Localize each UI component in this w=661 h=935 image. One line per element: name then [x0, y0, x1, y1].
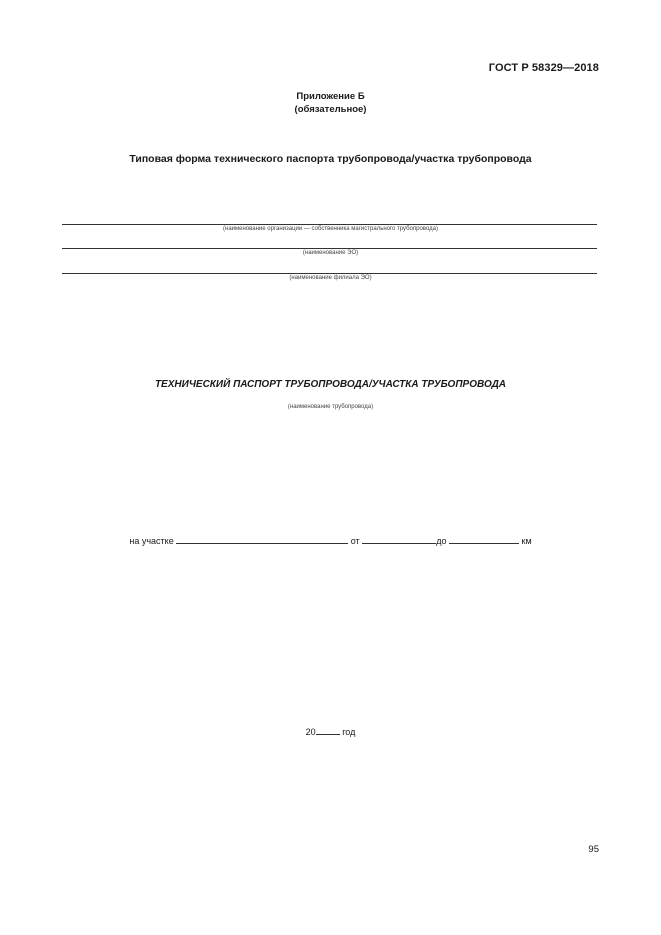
- owner-organization-caption: (наименование организации — собственника магистрального трубопровода): [223, 226, 438, 232]
- year-line: [0, 725, 661, 737]
- appendix-status: (обязательное): [294, 104, 367, 115]
- section-prefix: на участке: [129, 536, 174, 546]
- year-blank: [316, 725, 340, 735]
- operating-organization-caption: (наименование ЭО): [302, 250, 359, 256]
- section-line: [0, 534, 661, 546]
- section-from-label: от: [350, 536, 360, 546]
- form-title: Типовая форма технического паспорта трубопровода/участка трубопровода: [129, 153, 532, 165]
- operating-organization-fill-line: [62, 248, 597, 249]
- owner-organization-fill-line: [62, 224, 597, 225]
- section-unit-label: км: [521, 536, 532, 546]
- appendix-title: Приложение Б: [296, 91, 365, 102]
- standard-code: ГОСТ Р 58329—2018: [488, 62, 599, 74]
- appendix-title-block: [0, 90, 661, 116]
- section-to-label: до: [436, 536, 447, 546]
- year-prefix: 20: [305, 727, 316, 737]
- pipeline-name-caption: (наименование трубопровода): [287, 404, 374, 410]
- section-name-blank: [176, 534, 348, 544]
- year-suffix: год: [342, 727, 356, 737]
- page-number: 95: [588, 844, 599, 855]
- passport-heading: ТЕХНИЧЕСКИЙ ПАСПОРТ ТРУБОПРОВОДА/УЧАСТКА ТРУБОПРОВОДА: [154, 379, 507, 390]
- to-km-blank: [449, 534, 519, 544]
- from-km-blank: [362, 534, 436, 544]
- branch-caption: (наименование филиала ЭО): [289, 275, 372, 281]
- branch-fill-line: [62, 273, 597, 274]
